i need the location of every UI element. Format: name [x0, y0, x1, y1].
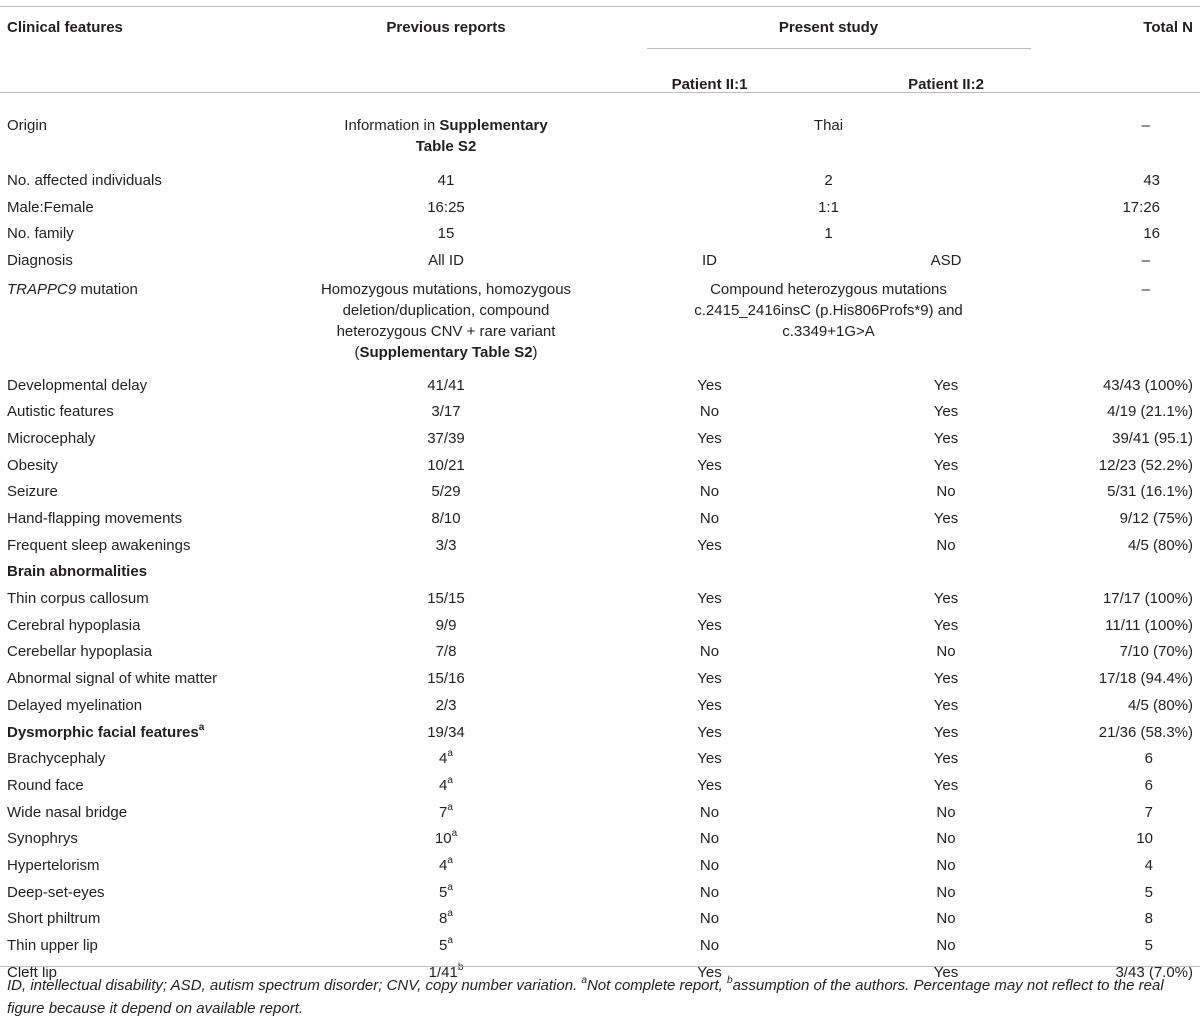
row-label: Synophrys	[7, 830, 78, 848]
cell-patient-1: No	[699, 510, 720, 528]
cell-patient-2: No	[936, 883, 956, 901]
cell-previous: 16:25	[427, 198, 465, 216]
cell-total: 43/43 (100%)	[1102, 376, 1194, 394]
row-label: Abnormal signal of white matter	[7, 670, 218, 688]
cell-previous: 5$^a$	[439, 881, 453, 901]
cell-total: 4	[1144, 856, 1154, 874]
row-label: Thin corpus callosum	[7, 590, 149, 608]
cell-previous: 3/3	[435, 536, 457, 554]
cell-total: 11/11 (100%)	[1105, 616, 1194, 634]
cell-patient-1: Yes	[697, 723, 722, 741]
header-patient-2: Patient II:2	[908, 76, 984, 93]
table-row	[0, 932, 1200, 959]
cell-patient-1: No	[699, 830, 720, 848]
table-row	[0, 745, 1200, 772]
cell-patient-2: Yes	[933, 429, 959, 447]
cell-patient-2: No	[936, 910, 956, 928]
cell-patient-2: Yes	[933, 456, 959, 474]
table-row	[0, 665, 1200, 692]
cell-patient-1: Yes	[697, 696, 722, 714]
cell-patient-1: Yes	[697, 616, 722, 634]
table-row	[0, 452, 1200, 479]
table-row	[0, 110, 1200, 167]
cell-previous: 5/29	[431, 483, 461, 501]
cell-present: 2	[824, 171, 833, 189]
cell-total: 5	[1144, 937, 1154, 955]
cell-total: 5/31 (16.1%)	[1107, 483, 1194, 501]
cell-total: 16	[1143, 225, 1161, 243]
row-label: Origin	[7, 117, 48, 134]
dysmorphic-row	[0, 719, 1200, 746]
row-label: Autistic features	[7, 403, 114, 421]
cell-previous: 10$^a$	[434, 828, 458, 848]
cell-previous: 1/41$^b$	[428, 961, 464, 981]
cell-total: 6	[1144, 776, 1154, 794]
table-row	[0, 585, 1200, 612]
cell-previous: 3/17	[431, 403, 461, 421]
row-label: Delayed myelination	[7, 696, 143, 714]
cell-previous: 41	[437, 171, 455, 189]
cell-patient-1: No	[699, 856, 720, 874]
cell-total: 4/5 (80%)	[1127, 536, 1194, 554]
cell-patient-2: Yes	[933, 510, 959, 528]
row-label: Seizure	[7, 483, 58, 501]
cell-total: –	[1141, 251, 1151, 269]
cell-total: 6	[1144, 750, 1154, 768]
cell-total: 43	[1143, 171, 1161, 189]
row-label: TRAPPC9 mutation	[7, 280, 138, 298]
row-label: Deep-set-eyes	[7, 883, 105, 901]
row-label: Developmental delay	[7, 376, 148, 394]
table-row	[0, 532, 1200, 559]
cell-previous: Information in Supplementary Table S2	[344, 117, 548, 155]
cell-previous: 8$^a$	[439, 908, 453, 928]
table-row	[0, 879, 1200, 906]
cell-patient-1: Yes	[697, 776, 722, 794]
brain-rows	[0, 585, 1200, 718]
row-label: Cerebellar hypoplasia	[7, 643, 153, 661]
cell-total: 8	[1144, 910, 1154, 928]
cell-previous: 37/39	[427, 429, 465, 447]
cell-total: 21/36 (58.3%)	[1098, 723, 1194, 741]
row-label: No. affected individuals	[7, 171, 162, 189]
table-row	[0, 612, 1200, 639]
table-row	[0, 372, 1200, 399]
cell-total: 5	[1144, 883, 1154, 901]
cell-patient-2: ASD	[930, 251, 962, 269]
cell-patient-2: Yes	[933, 616, 959, 634]
cell-total: 4/5 (80%)	[1127, 696, 1194, 714]
cell-previous: 4$^a$	[439, 748, 453, 768]
cell-patient-2: No	[936, 856, 956, 874]
table-row	[0, 167, 1200, 194]
row-label: No. family	[7, 225, 74, 243]
cell-total: 17:26	[1122, 198, 1161, 216]
brain-heading-row	[0, 559, 1200, 586]
cell-patient-2: Yes	[933, 376, 959, 394]
cell-total: 17/17 (100%)	[1102, 590, 1194, 608]
header-patient-1: Patient II:1	[671, 76, 748, 93]
cell-patient-1: No	[699, 403, 720, 421]
row-label: Frequent sleep awakenings	[7, 536, 191, 554]
section-heading-brain: Brain abnormalities	[7, 563, 148, 581]
cell-present: Thai	[813, 117, 844, 134]
row-label: Microcephaly	[7, 429, 96, 447]
cell-patient-1: No	[699, 803, 720, 821]
cell-previous: 5$^a$	[439, 935, 453, 955]
table-row	[0, 639, 1200, 666]
row-label: Male:Female	[7, 198, 94, 216]
header-present-study: Present study	[778, 19, 879, 36]
cell-patient-2: No	[936, 803, 956, 821]
row-label: Diagnosis	[7, 251, 73, 269]
cell-patient-1: Yes	[697, 750, 722, 768]
header-clinical-features: Clinical features	[7, 19, 123, 36]
basic-rows	[0, 167, 1200, 247]
cell-patient-1: Yes	[697, 429, 722, 447]
table-row	[0, 398, 1200, 425]
cell-previous: 15/15	[427, 590, 465, 608]
cell-patient-2: No	[936, 536, 956, 554]
cell-total: 12/23 (52.2%)	[1098, 456, 1194, 474]
cell-previous: 7/8	[435, 643, 457, 661]
cell-previous: 4$^a$	[439, 774, 453, 794]
row-label: Thin upper lip	[7, 937, 98, 955]
table-row	[0, 692, 1200, 719]
table-row	[0, 906, 1200, 933]
table-row	[0, 247, 1200, 274]
facial-rows	[0, 745, 1200, 985]
row-label: Brachycephaly	[7, 750, 106, 768]
table-body	[0, 110, 1200, 167]
section-heading-row	[0, 559, 1200, 586]
cell-previous: 10/21	[427, 456, 465, 474]
cell-patient-2: No	[936, 483, 956, 501]
table-row	[0, 220, 1200, 247]
row-label: Cleft lip	[7, 963, 58, 981]
row-label: Hypertelorism	[7, 856, 100, 874]
cell-patient-1: No	[699, 910, 720, 928]
row-label: Obesity	[7, 456, 58, 474]
cell-patient-1: Yes	[697, 590, 722, 608]
cell-total: –	[1141, 280, 1151, 298]
table-footnote: ID, intellectual disability; ASD, autism spectrum disorder; CNV, copy number variation. $^a$Not complete report, $^b$assumption of the authors. Percentage may not reflect to the real figure because it depend on available report.	[7, 975, 1164, 1017]
cell-present: 1:1	[818, 198, 839, 216]
cell-total: 4/19 (21.1%)	[1107, 403, 1194, 421]
cell-patient-1: ID	[702, 251, 717, 269]
cell-present: Compound heterozygous mutations c.2415_2416insC (p.His806Profs*9) and c.3349+1G>A	[694, 280, 963, 340]
diagnosis-mutation-rows	[0, 247, 1200, 372]
cell-previous: 2/3	[435, 696, 457, 714]
table-header	[0, 6, 1200, 110]
cell-previous: 15	[437, 225, 455, 243]
cell-previous: 7$^a$	[439, 801, 453, 821]
table-row	[0, 425, 1200, 452]
cell-total: 9/12 (75%)	[1119, 510, 1194, 528]
section-heading-dysmorphic: Dysmorphic facial features$^a$	[7, 721, 205, 741]
cell-present: 1	[824, 225, 833, 243]
row-label: Cerebral hypoplasia	[7, 616, 141, 634]
cell-total: 7	[1144, 803, 1154, 821]
cell-patient-1: Yes	[697, 376, 722, 394]
cell-patient-2: Yes	[933, 963, 959, 981]
cell-patient-2: No	[936, 830, 956, 848]
cell-previous: 9/9	[435, 616, 457, 634]
cell-patient-1: No	[699, 937, 720, 955]
cell-patient-2: Yes	[933, 403, 959, 421]
cell-patient-2: Yes	[933, 696, 959, 714]
cell-patient-1: No	[699, 643, 720, 661]
cell-patient-2: Yes	[933, 723, 959, 741]
cell-patient-2: Yes	[933, 670, 959, 688]
cell-previous: All ID	[428, 251, 464, 269]
table-row	[0, 274, 1200, 372]
row-label: Short philtrum	[7, 910, 101, 928]
cell-patient-1: Yes	[697, 963, 722, 981]
clinical-rows	[0, 372, 1200, 559]
table-row	[0, 505, 1200, 532]
cell-patient-1: Yes	[697, 456, 722, 474]
row-label: Wide nasal bridge	[7, 803, 128, 821]
cell-patient-1: Yes	[697, 670, 722, 688]
cell-total: –	[1141, 117, 1151, 134]
cell-previous: 8/10	[431, 510, 461, 528]
row-label: Hand-flapping movements	[7, 510, 183, 528]
table-row	[0, 772, 1200, 799]
cell-previous: 4$^a$	[439, 854, 453, 874]
cell-patient-1: No	[699, 883, 720, 901]
table-row	[0, 852, 1200, 879]
bottom-rule	[0, 966, 1200, 967]
cell-total: 10	[1136, 830, 1154, 848]
cell-patient-2: Yes	[933, 590, 959, 608]
table-row	[0, 825, 1200, 852]
row-label: Round face	[7, 776, 84, 794]
cell-previous: 19/34	[427, 723, 465, 741]
header-previous-reports: Previous reports	[386, 19, 506, 36]
clinical-features-table	[0, 6, 1200, 986]
cell-total: 3/43 (7.0%)	[1115, 963, 1194, 981]
header-total-n: Total N	[1143, 19, 1194, 36]
cell-patient-2: No	[936, 643, 956, 661]
cell-previous: 15/16	[427, 670, 465, 688]
cell-previous: 41/41	[427, 376, 465, 394]
table-row	[0, 799, 1200, 826]
cell-previous: Homozygous mutations, homozygous deletion/duplication, compound heterozygous CNV + rare variant (Supplementary Table S2)	[320, 280, 572, 361]
cell-patient-2: Yes	[933, 750, 959, 768]
cell-patient-2: Yes	[933, 776, 959, 794]
cell-patient-1: No	[699, 483, 720, 501]
cell-total: 7/10 (70%)	[1119, 643, 1194, 661]
table-row	[0, 194, 1200, 221]
table-row	[0, 479, 1200, 506]
cell-total: 39/41 (95.1)	[1112, 429, 1194, 447]
cell-patient-2: No	[936, 937, 956, 955]
table-row	[0, 719, 1200, 746]
cell-total: 17/18 (94.4%)	[1098, 670, 1194, 688]
cell-patient-1: Yes	[697, 536, 722, 554]
